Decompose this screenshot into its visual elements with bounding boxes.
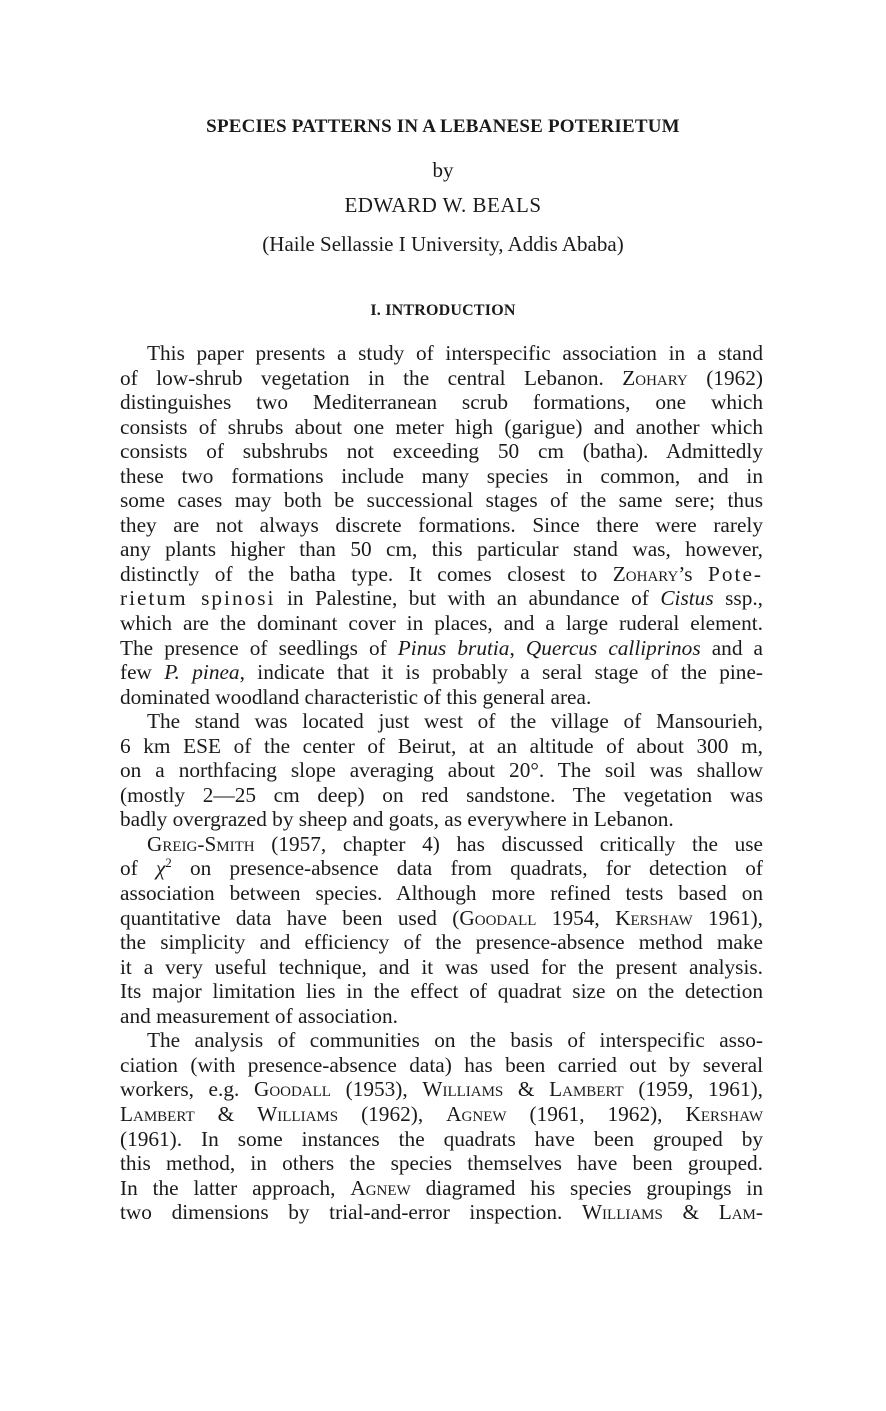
text-line — [120, 1102, 763, 1127]
text-line — [120, 979, 763, 1004]
text-segment: (1961). In some instances the quadrats have been grouped by — [120, 1126, 763, 1151]
text-segment: of low-shrub vegetation in the central Lebanon. — [120, 365, 623, 390]
text-segment: Lambert — [549, 1077, 624, 1102]
text-segment: Goodall — [253, 1077, 331, 1102]
text-line — [120, 586, 763, 611]
text-line — [120, 488, 763, 513]
text-line — [120, 636, 763, 661]
text-segment: & — [503, 1077, 550, 1102]
text-segment: (1962), — [338, 1101, 447, 1126]
text-segment: (1961, 1962), — [506, 1101, 686, 1126]
text-segment: χ — [156, 856, 166, 881]
text-segment: (1953), — [330, 1077, 423, 1102]
text-line — [120, 955, 763, 980]
text-segment: & — [194, 1101, 258, 1126]
text-segment: badly overgrazed by sheep and goats, as everywhere in Lebanon. — [120, 807, 674, 832]
text-segment: it a very useful technique, and it was used for the present analysis. — [120, 954, 763, 979]
text-segment: 1954, — [536, 905, 616, 930]
text-segment: any plants higher than 50 cm, this particular stand was, however, — [120, 537, 763, 562]
text-segment: few — [120, 660, 165, 685]
text-segment: they are not always discrete formations. Since there were rarely — [120, 512, 763, 537]
text-segment: ciation (with presence-absence data) has been carried out by several — [120, 1052, 763, 1077]
text-line — [120, 758, 763, 783]
text-segment: consists of subshrubs not exceeding 50 cm (batha). Admittedly — [120, 439, 763, 464]
text-segment: 2 — [165, 856, 172, 871]
text-segment: Quercus calliprinos — [525, 635, 701, 660]
text-segment: Zohary — [622, 365, 688, 390]
text-segment: and measurement of association. — [120, 1003, 398, 1028]
text-segment: ’s — [678, 561, 709, 586]
text-segment: This paper presents a study of interspecific association in a stand — [147, 341, 763, 365]
text-segment: Greig-Smith — [147, 831, 255, 856]
text-line — [120, 1077, 763, 1102]
paper-title: SPECIES PATTERNS IN A LEBANESE POTERIETUM — [206, 116, 680, 137]
text-line — [120, 930, 763, 955]
text-segment: of — [120, 856, 156, 881]
text-line — [120, 390, 763, 415]
text-segment: , — [509, 635, 526, 660]
text-segment: diagramed his species groupings in — [410, 1175, 763, 1200]
text-line — [120, 906, 763, 931]
text-segment: 1961), — [692, 905, 763, 930]
text-segment: Pote- — [708, 561, 763, 586]
text-segment: (mostly 2—25 cm deep) on red sandstone. The vegetation was — [120, 782, 763, 807]
text-line — [120, 341, 763, 366]
text-segment: distinctly of the batha type. It comes closest to — [120, 561, 613, 586]
text-line — [120, 856, 763, 881]
text-segment: (1959, 1961), — [623, 1077, 763, 1102]
text-segment: dominated woodland characteristic of this general area. — [120, 684, 592, 709]
text-segment: Its major limitation lies in the effect of quadrat size on the detection — [120, 979, 763, 1004]
text-line — [120, 562, 763, 587]
text-segment: consists of shrubs about one meter high (garigue) and another which — [120, 414, 763, 439]
text-segment: Williams — [257, 1101, 339, 1126]
text-segment: on presence-absence data from quadrats, for detection of — [171, 856, 763, 881]
text-line — [120, 1200, 763, 1225]
by-line: by — [432, 158, 454, 182]
text-line — [120, 807, 763, 832]
text-segment: ssp., — [713, 586, 763, 611]
text-segment: Zohary — [612, 561, 679, 586]
text-segment: in Palestine, but with an abundance of — [275, 586, 661, 611]
text-segment: rietum spinosi — [120, 586, 276, 611]
text-segment: Lam- — [718, 1200, 763, 1225]
body-text — [120, 341, 763, 1225]
text-segment: Williams — [422, 1077, 504, 1102]
text-segment: on a northfacing slope averaging about 20°. The soil was shallow — [120, 758, 763, 783]
text-segment: Kershaw — [685, 1101, 763, 1126]
text-line — [120, 783, 763, 808]
text-segment: Goodall — [459, 905, 537, 930]
text-segment: two dimensions by trial-and-error inspection. — [120, 1200, 582, 1225]
text-segment: P. pinea — [164, 660, 240, 685]
text-line — [120, 1127, 763, 1152]
text-line — [120, 1004, 763, 1029]
text-line — [120, 1053, 763, 1078]
text-line — [120, 734, 763, 759]
text-segment: (1962) — [687, 365, 763, 390]
text-segment: & — [662, 1200, 719, 1225]
text-segment: distinguishes two Mediterranean scrub formations, one which — [120, 390, 763, 415]
text-segment: Agnew — [446, 1101, 507, 1126]
author-name: EDWARD W. BEALS — [344, 193, 542, 217]
text-segment: The presence of seedlings of — [120, 635, 398, 660]
text-line — [120, 1176, 763, 1201]
text-segment: Pinus brutia — [397, 635, 510, 660]
text-segment: association between species. Although more refined tests based on — [120, 881, 763, 906]
text-line — [120, 1028, 763, 1053]
text-line — [120, 685, 763, 710]
author-affiliation: (Haile Sellassie I University, Addis Ababa) — [262, 232, 624, 256]
text-segment: some cases may both be successional stages of the same sere; thus — [120, 488, 763, 513]
text-segment: The analysis of communities on the basis of interspecific asso- — [147, 1028, 763, 1053]
text-segment: Agnew — [350, 1175, 411, 1200]
text-line — [120, 513, 763, 538]
text-line — [120, 537, 763, 562]
text-segment: In the latter approach, — [120, 1175, 351, 1200]
text-segment: Lambert — [120, 1101, 195, 1126]
text-segment: 6 km ESE of the center of Beirut, at an altitude of about 300 m, — [120, 733, 763, 758]
text-segment: Kershaw — [615, 905, 693, 930]
text-segment: these two formations include many species in common, and in — [120, 463, 763, 488]
text-segment: , indicate that it is probably a seral stage of the pine- — [239, 660, 763, 685]
text-line — [120, 832, 763, 857]
section-heading: I. INTRODUCTION — [370, 302, 516, 319]
text-line — [120, 1151, 763, 1176]
text-segment: the simplicity and efficiency of the presence-absence method make — [120, 930, 763, 955]
text-line — [120, 415, 763, 440]
text-segment: which are the dominant cover in places, and a large ruderal element. — [120, 611, 763, 636]
text-segment: The stand was located just west of the village of Mansourieh, — [147, 709, 763, 734]
text-line — [120, 439, 763, 464]
text-line — [120, 881, 763, 906]
text-line — [120, 709, 763, 734]
text-segment: quantitative data have been used ( — [120, 905, 460, 930]
text-segment: this method, in others the species themselves have been grouped. — [120, 1151, 763, 1176]
text-line — [120, 611, 763, 636]
text-segment: workers, e.g. — [120, 1077, 254, 1102]
text-segment: Cistus — [660, 586, 714, 611]
text-segment: and a — [700, 635, 763, 660]
text-line — [120, 464, 763, 489]
text-segment: (1957, chapter 4) has discussed critically the use — [254, 831, 763, 856]
text-line — [120, 660, 763, 685]
text-segment: Williams — [581, 1200, 663, 1225]
text-line — [120, 366, 763, 391]
